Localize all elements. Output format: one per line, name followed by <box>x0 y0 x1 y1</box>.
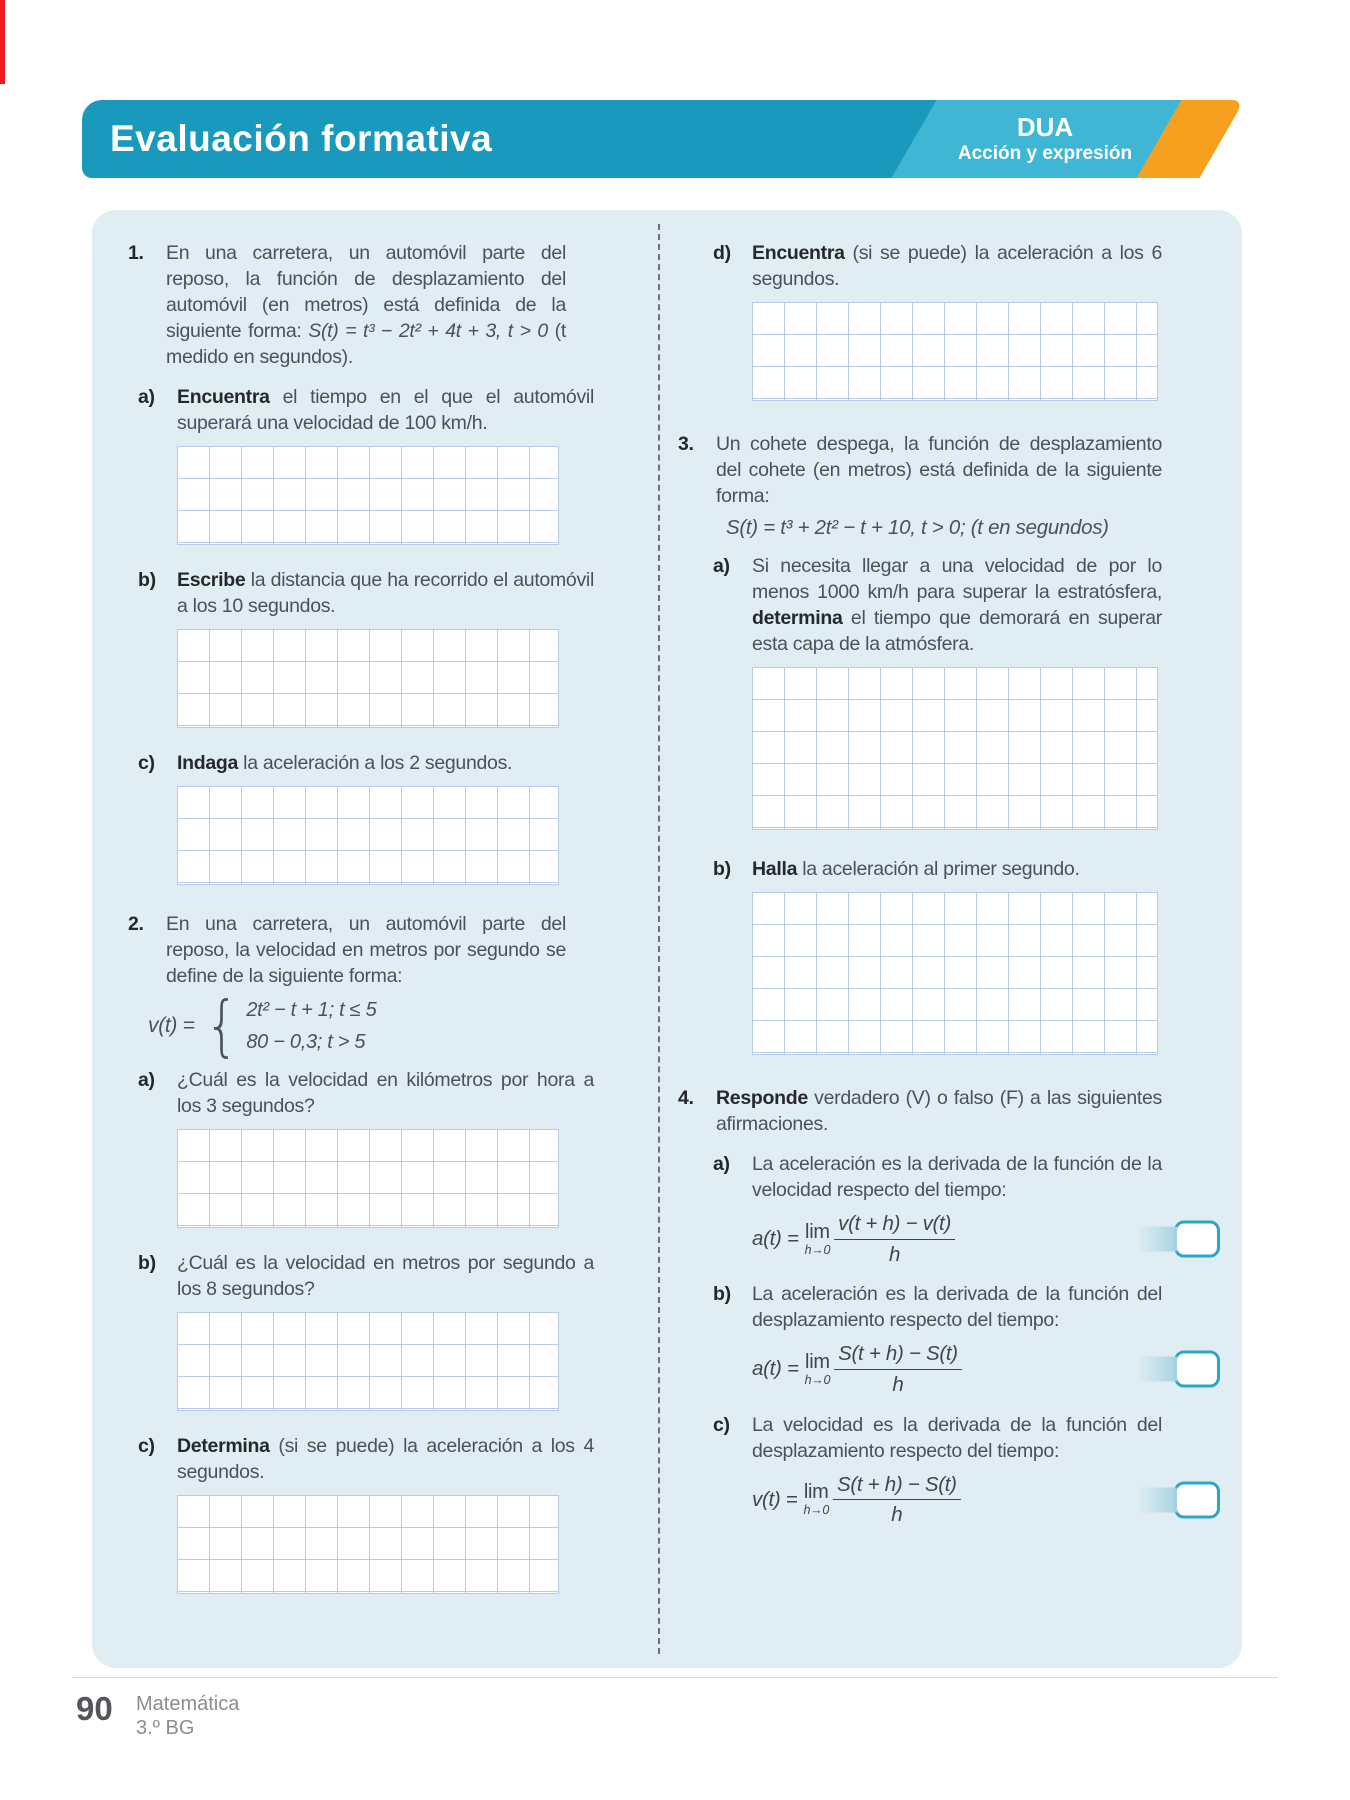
piecewise-row-1: 2t² − t + 1; t ≤ 5 <box>246 999 377 1021</box>
question-4b-formula-row <box>752 1341 1162 1397</box>
question-2d-label: d) <box>713 242 731 264</box>
question-2b <box>138 1250 594 1411</box>
question-1-formula: S(t) = t³ − 2t² + 4t + 3, t > 0 <box>308 320 548 342</box>
dua-title: DUA <box>1016 112 1074 143</box>
question-1c-text: la aceleración a los 2 segundos. <box>243 752 513 774</box>
question-2c-text: (si se puede) la aceleración a los 4 segundos. <box>177 1435 594 1483</box>
formula-lhs: v(t) = <box>752 1487 798 1511</box>
question-2c-keyword: Determina <box>177 1435 270 1457</box>
limit-operator: lim h→0 <box>803 1481 829 1518</box>
question-1a-label: a) <box>138 386 155 408</box>
answer-grid-3b[interactable] <box>752 892 1158 1055</box>
question-2a-text: ¿Cuál es la velocidad en kilómetros por hora a los 3 segundos? <box>177 1069 594 1117</box>
question-3a-text-post: el tiempo que demorará en superar esta capa de la atmósfera. <box>752 607 1162 655</box>
piecewise-lhs: v(t) = <box>148 1014 195 1037</box>
question-3-text: Un cohete despega, la función de desplazamiento del cohete (en metros) está definida de la siguiente forma: <box>716 433 1162 507</box>
question-1c <box>138 750 594 885</box>
question-1b-keyword: Escribe <box>177 569 246 591</box>
question-1a-text: el tiempo en el que el automóvil superará una velocidad de 100 km/h. <box>177 386 594 434</box>
question-4c-label: c) <box>713 1413 730 1436</box>
question-3b <box>713 856 1162 1055</box>
question-2b-text: ¿Cuál es la velocidad en metros por segundo a los 8 segundos? <box>177 1252 594 1300</box>
question-3a-keyword: determina <box>752 607 843 629</box>
question-4c-text: La velocidad es la derivada de la función del desplazamiento respecto del tiempo: <box>752 1413 1162 1462</box>
question-1-formula-suffix: (t medido en segundos). <box>166 320 566 368</box>
page-number: 90 <box>76 1690 113 1727</box>
question-1b-label: b) <box>138 569 156 591</box>
question-2a-label: a) <box>138 1069 155 1091</box>
question-4a-text: La aceleración es la derivada de la función de la velocidad respecto del tiempo: <box>752 1153 1162 1201</box>
question-2c-label: c) <box>138 1435 155 1457</box>
answer-grid-1c[interactable] <box>177 786 559 885</box>
question-4a <box>713 1151 1162 1267</box>
question-4c <box>713 1412 1162 1528</box>
header-banner <box>82 100 1244 178</box>
answer-grid-1b[interactable] <box>177 629 559 728</box>
question-4b-text: La aceleración es la derivada de la función del desplazamiento respecto del tiempo: <box>752 1283 1162 1332</box>
question-1 <box>128 240 566 370</box>
question-2 <box>128 911 566 989</box>
question-3-formula: S(t) = t³ + 2t² − t + 10, t > 0; (t en segundos) <box>726 516 1109 539</box>
question-4c-formula-row <box>752 1472 1162 1528</box>
question-1b <box>138 567 594 728</box>
piecewise-rows <box>246 997 376 1055</box>
footer-course <box>136 1692 239 1740</box>
formula-lhs: a(t) = <box>752 1227 799 1251</box>
question-2b-label: b) <box>138 1252 156 1274</box>
question-3a-text-pre: Si necesita llegar a una velocidad de por lo menos 1000 km/h para superar la estratósfera, <box>752 555 1162 603</box>
question-4a-formula-row <box>752 1211 1162 1267</box>
question-3a <box>713 553 1162 830</box>
page-title: Evaluación formativa <box>110 118 493 159</box>
question-1-text: En una carretera, un automóvil parte del reposo, la función de desplazamiento del automóvil (en metros) está definida de la siguiente forma: <box>166 242 566 342</box>
limit-operator: lim h→0 <box>804 1220 831 1257</box>
question-4-number: 4. <box>678 1087 694 1109</box>
question-4c-formula <box>752 1472 961 1528</box>
question-3b-keyword: Halla <box>752 858 798 880</box>
footer-grade: 3.º BG <box>136 1717 195 1739</box>
question-3 <box>678 431 1162 541</box>
question-2-number: 2. <box>128 913 144 935</box>
fraction: $\frac{v(t + h) - v(t)}{h}$ <box>834 1211 955 1267</box>
question-3b-text: la aceleración al primer segundo. <box>802 858 1080 880</box>
question-4b <box>713 1281 1162 1397</box>
right-column <box>658 210 1242 1668</box>
question-2d <box>713 240 1162 401</box>
limit-operator: lim h→0 <box>804 1351 831 1388</box>
question-4a-formula <box>752 1211 955 1267</box>
fraction: $\frac{S(t + h) - S(t)}{h}$ <box>834 1341 962 1397</box>
answer-grid-2a[interactable] <box>177 1129 559 1228</box>
footer-course-name: Matemática <box>136 1693 240 1715</box>
piecewise-function: v(t) = { 2t² − t + 1; t ≤ 5 80 − 0,3; t > 5 <box>148 987 377 1064</box>
question-2d-text: (si se puede) la aceleración a los 6 segundos. <box>752 242 1162 290</box>
question-4a-label: a) <box>713 1153 730 1175</box>
dua-subtitle: Acción y expresión <box>957 143 1133 165</box>
answer-grid-2c[interactable] <box>177 1495 559 1594</box>
answer-grid-2b[interactable] <box>177 1312 559 1411</box>
formula-lhs: a(t) = <box>752 1357 799 1381</box>
red-edge-mark <box>0 0 5 84</box>
question-3a-label: a) <box>713 555 730 577</box>
question-4b-formula <box>752 1341 962 1397</box>
answer-grid-3a[interactable] <box>752 667 1158 830</box>
footer-rule <box>72 1677 1278 1678</box>
answer-grid-1a[interactable] <box>177 446 559 545</box>
question-2a <box>138 1067 594 1228</box>
question-4b-label: b) <box>713 1283 731 1306</box>
vf-answer-box-4b[interactable] <box>1174 1351 1220 1388</box>
vf-answer-box-4a[interactable] <box>1174 1221 1220 1258</box>
question-2-text: En una carretera, un automóvil parte del reposo, la velocidad en metros por segundo se define de la siguiente forma: <box>166 913 566 987</box>
question-1c-keyword: Indaga <box>177 752 239 774</box>
fraction: $\frac{S(t + h) - S(t)}{h}$ <box>833 1472 961 1528</box>
question-2d-keyword: Encuentra <box>752 242 845 264</box>
question-1-number: 1. <box>128 242 144 264</box>
question-2c <box>138 1433 594 1594</box>
left-column <box>92 210 658 1668</box>
question-4-text: verdadero (V) o falso (F) a las siguientes afirmaciones. <box>716 1087 1162 1135</box>
question-4-keyword: Responde <box>716 1087 808 1109</box>
column-divider <box>658 224 660 1654</box>
question-1a <box>138 384 594 545</box>
answer-grid-2d[interactable] <box>752 302 1158 401</box>
question-1c-label: c) <box>138 752 155 774</box>
question-3-number: 3. <box>678 433 694 455</box>
question-4 <box>678 1085 1162 1137</box>
question-3b-label: b) <box>713 858 731 880</box>
exercise-panel <box>92 210 1242 1668</box>
piecewise-row-2: 80 − 0,3; t > 5 <box>246 1031 366 1053</box>
vf-answer-box-4c[interactable] <box>1174 1481 1220 1518</box>
question-1a-keyword: Encuentra <box>177 386 270 408</box>
dua-label <box>902 113 1188 165</box>
question-1b-text: la distancia que ha recorrido el automóvil a los 10 segundos. <box>177 569 594 617</box>
